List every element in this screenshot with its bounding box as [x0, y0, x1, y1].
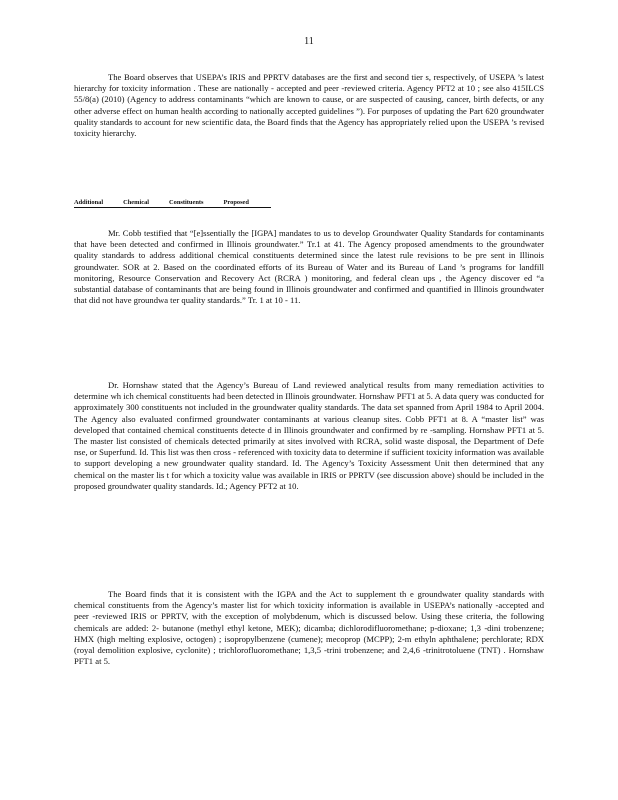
- paragraph-text: Mr. Cobb testified that “[e]ssentially the [IGPA] mandates to us to develop Groundwater Quality Standards for contaminants that have been detected and confirmed in Illinois groundwater.” Tr.1 at 41. The Agency proposed amendments to the groundwater quality standards to address additional chemical constituents determined since the latest rule revisions to be pre sent in Illinois groundwater. SOR at 2. Based on the coordinated efforts of its Bureau of Water and its Bureau of Land ’s programs for landfill monitoring, Resource Conservation and Recovery Act (RCRA ) monitoring, and federal clean ups , the Agency discover ed “a substantial database of contaminants that are being found in Illinois groundwater and confirmed and quantified in Illinois groundwater that did not have groundwa ter quality standards.” Tr. 1 at 10 - 11.: [74, 228, 544, 306]
- paragraph-text: The Board finds that it is consistent with the IGPA and the Act to supplement th e groundwater quality standards with chemical constituents from the Agency’s master list for which toxicity information is available in USEPA’s nationally -accepted and peer -reviewed IRIS or PPRTV, with the exception of molybdenum, which is discussed below. Using these criteria, the following chemicals are added: 2- butanone (methyl ethyl ketone, MEK); dicamba; dichlorodifluoromethane; p-dioxane; 1,3 -dini trobenzene; HMX (high melting explosive, octogen) ; isopropylbenzene (cumene); mecoprop (MCPP); 2-m ethyln aphthalene; perchlorate; RDX (royal demolition explosive, cyclonite) ; trichlorofluoromethane; 1,3,5 -trini trobenzene; and 2,4,6 -trinitrotoluene (TNT) . Hornshaw PFT1 at 5.: [74, 589, 544, 667]
- page-number: 11: [304, 36, 314, 47]
- paragraph-cobb-testimony: [74, 228, 544, 306]
- section-heading: [74, 199, 271, 208]
- heading-word: Constituents: [169, 199, 204, 206]
- heading-word: Additional: [74, 199, 104, 206]
- heading-word: Chemical: [123, 199, 150, 206]
- paragraph-text: The Board observes that USEPA’s IRIS and PPRTV databases are the first and second tier s, respectively, of USEPA ’s latest hierarchy for toxicity information . These are nationally - accepted and peer -reviewed criteria. Agency PFT2 at 10 ; see also 415ILCS 55/8(a) (2010) (Agency to address contaminants “which are known to cause, or are suspected of causing, cancer, birth defects, or any other adverse effect on human health according to nationally accepted guidelines ”). For purposes of updating the Part 620 groundwater quality standards to account for new scientific data, the Board finds that the Agency has appropriately relied upon the USEPA ’s revised toxicity hierarchy.: [74, 72, 544, 139]
- heading-word: Proposed: [223, 199, 249, 206]
- paragraph-text: Dr. Hornshaw stated that the Agency’s Bureau of Land reviewed analytical results from many remediation activities to determine wh ich chemical constituents had been detected in Illinois groundwater. Hornshaw PFT1 at 5. A data query was conducted for approximately 300 constituents not included in the groundwater quality standards. The data set spanned from April 1984 to April 2004. The Agency also evaluated confirmed groundwater contaminants at various cleanup sites. Cobb PFT1 at 8. A “master list” was developed that contained chemical constituents detecte d in Illinois groundwater and confirmed by re -sampling. Hornshaw PFT1 at 5. The master list consisted of chemicals detected primarily at sites involved with RCRA, solid waste disposal, the Department of Defe nse, or Superfund. Id. This list was then cross - referenced with toxicity data to determine if sufficient toxicity information was available to support developing a new groundwater quality standard. Id. The Agency’s Toxicity Assessment Unit then determined that any chemical on the master lis t for which a toxicity value was available in IRIS or PPRTV (see discussion above) should be included in the proposed groundwater quality standards. Id.; Agency PFT2 at 10.: [74, 380, 544, 491]
- paragraph-toxicity-hierarchy: [74, 72, 544, 139]
- paragraph-hornshaw-testimony: [74, 380, 544, 492]
- paragraph-board-finding: [74, 589, 544, 667]
